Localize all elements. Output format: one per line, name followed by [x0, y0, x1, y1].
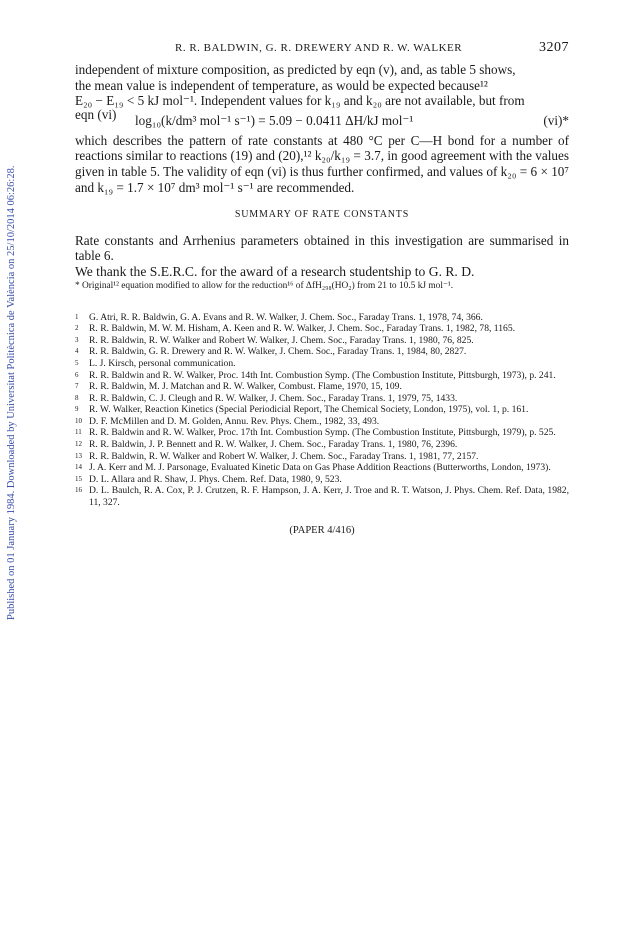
- reference-number: 1: [75, 312, 79, 321]
- reference-text: D. L. Allara and R. Shaw, J. Phys. Chem. Ref. Data, 1980, 9, 523.: [89, 473, 342, 485]
- reference-text: R. W. Walker, Reaction Kinetics (Special Periodicial Report, The Chemical Society, London, 1975), vol. 1, p. 161.: [89, 404, 529, 416]
- reference-number: 14: [75, 463, 82, 472]
- reference-text: R. R. Baldwin and R. W. Walker, Proc. 17th Int. Combustion Symp. (The Combustion Institute, Pittsburgh, 1979), p. 525.: [89, 427, 556, 439]
- reference-number: 3: [75, 335, 79, 344]
- reference-text: R. R. Baldwin, J. P. Bennett and R. W. Walker, J. Chem. Soc., Faraday Trans. 1, 1980, 76, 2396.: [89, 439, 458, 451]
- equation-number: (vi)*: [543, 112, 569, 128]
- reference-text: J. A. Kerr and M. J. Parsonage, Evaluated Kinetic Data on Gas Phase Addition Reactions (Butterworths, London, 1973).: [89, 462, 551, 474]
- reference-item: [75, 370, 569, 382]
- equation-expression: log₁₀(k/dm³ mol⁻¹ s⁻¹) = 5.09 − 0.0411 ΔH/kJ mol⁻¹: [135, 112, 414, 128]
- reference-number: 11: [75, 428, 82, 437]
- paragraph-1-line: E₂₀ − E₁₉ < 5 kJ mol⁻¹. Independent values for k₁₉ and k₂₀ are not available, but from: [75, 93, 525, 109]
- reference-item: [75, 404, 569, 416]
- reference-item: [75, 358, 569, 370]
- reference-text: D. F. McMillen and D. M. Golden, Annu. Rev. Phys. Chem., 1982, 33, 493.: [89, 415, 380, 427]
- reference-item: [75, 439, 569, 451]
- download-watermark: [6, 100, 20, 620]
- reference-text: R. R. Baldwin, M. J. Matchan and R. W. Walker, Combust. Flame, 1970, 15, 109.: [89, 381, 402, 393]
- reference-number: 16: [75, 486, 82, 495]
- reference-text: R. R. Baldwin, M. W. M. Hisham, A. Keen and R. W. Walker, J. Chem. Soc., Faraday Trans. 1, 1982, 78, 1165.: [89, 323, 516, 335]
- reference-item: [75, 485, 569, 508]
- acknowledgement: We thank the S.E.R.C. for the award of a research studentship to G. R. D.: [75, 263, 475, 279]
- reference-text: R. R. Baldwin, R. W. Walker and Robert W. Walker, J. Chem. Soc., Faraday Trans. 1, 1981, 77, 2157.: [89, 450, 479, 462]
- reference-number: 9: [75, 405, 79, 414]
- reference-number: 15: [75, 474, 82, 483]
- paper-id: (PAPER 4/416): [289, 524, 355, 536]
- page-number: 3207: [539, 40, 569, 55]
- paragraph-1: [75, 62, 569, 109]
- download-watermark-text: Published on 01 January 1984. Downloaded by Universitat Politècnica de València on 25/10/2014 06:26:28.: [6, 165, 17, 620]
- reference-list: [75, 312, 569, 509]
- reference-item: [75, 381, 569, 393]
- reference-number: 5: [75, 358, 79, 367]
- reference-item: [75, 312, 569, 324]
- running-header-authors: R. R. BALDWIN, G. R. DREWERY AND R. W. WALKER: [175, 42, 463, 54]
- reference-text: R. R. Baldwin, G. R. Drewery and R. W. Walker, J. Chem. Soc., Faraday Trans. 1, 1984, 80, 2827.: [89, 346, 467, 358]
- reference-text: L. J. Kirsch, personal communication.: [89, 357, 236, 369]
- reference-number: 6: [75, 370, 79, 379]
- reference-text: R. R. Baldwin, R. W. Walker and Robert W. Walker, J. Chem. Soc., Faraday Trans. 1, 1980, 76, 825.: [89, 334, 474, 346]
- article-body: [75, 62, 569, 538]
- reference-item: [75, 416, 569, 428]
- reference-item: [75, 462, 569, 474]
- reference-number: 13: [75, 451, 82, 460]
- paragraph-1-line: the mean value is independent of temperature, as would be expected because¹²: [75, 77, 488, 93]
- reference-item: [75, 451, 569, 463]
- paragraph-2: which describes the pattern of rate constants at 480 °C per C—H bond for a number of reactions similar to reactions (19) and (20),¹² k₂₀/k₁₉ = 3.7, in good agreement with the values given in table 5. The validity of eqn (vi) is thus further confirmed, and values of k₂₀ = 6 × 10⁷ and k₁₉ = 1.7 × 10⁷ dm³ mol⁻¹ s⁻¹ are recommended.: [75, 132, 569, 195]
- paragraph-1-line: independent of mixture composition, as predicted by eqn (v), and, as table 5 shows,: [75, 62, 516, 77]
- reference-number: 4: [75, 347, 79, 356]
- reference-item: [75, 474, 569, 486]
- reference-text: G. Atri, R. R. Baldwin, G. A. Evans and R. W. Walker, J. Chem. Soc., Faraday Trans. 1, 1978, 74, 366.: [89, 311, 483, 323]
- footnote: * Original¹² equation modified to allow for the reduction¹⁶ of ΔfH₂₉₈(HO₂) from 21 to 10.5 kJ mol⁻¹.: [75, 280, 454, 291]
- reference-item: [75, 346, 569, 358]
- section-heading: SUMMARY OF RATE CONSTANTS: [234, 209, 410, 221]
- reference-number: 2: [75, 324, 79, 333]
- reference-text: R. R. Baldwin and R. W. Walker, Proc. 14th Int. Combustion Symp. (The Combustion Institute, Pittsburgh, 1973), p. 241.: [89, 369, 556, 381]
- paragraph-3: Rate constants and Arrhenius parameters obtained in this investigation are summarised in table 6.: [75, 232, 569, 264]
- reference-number: 10: [75, 416, 82, 425]
- reference-item: [75, 335, 569, 347]
- reference-number: 12: [75, 440, 82, 449]
- equation-lead: eqn (vi): [75, 106, 117, 122]
- reference-number: 7: [75, 382, 79, 391]
- reference-item: [75, 323, 569, 335]
- equation-vi: [75, 106, 569, 133]
- reference-number: 8: [75, 393, 79, 402]
- reference-item: [75, 427, 569, 439]
- running-header: [75, 40, 569, 56]
- reference-text: R. R. Baldwin, C. J. Cleugh and R. W. Walker, J. Chem. Soc., Faraday Trans. 1, 1979, 75, 1433.: [89, 392, 458, 404]
- reference-text: D. L. Baulch, R. A. Cox, P. J. Crutzen, R. F. Hampson, J. A. Kerr, J. Troe and R. T. Watson, J. Phys. Chem. Ref. Data, 1982, 11, 327.: [89, 485, 569, 509]
- reference-item: [75, 393, 569, 405]
